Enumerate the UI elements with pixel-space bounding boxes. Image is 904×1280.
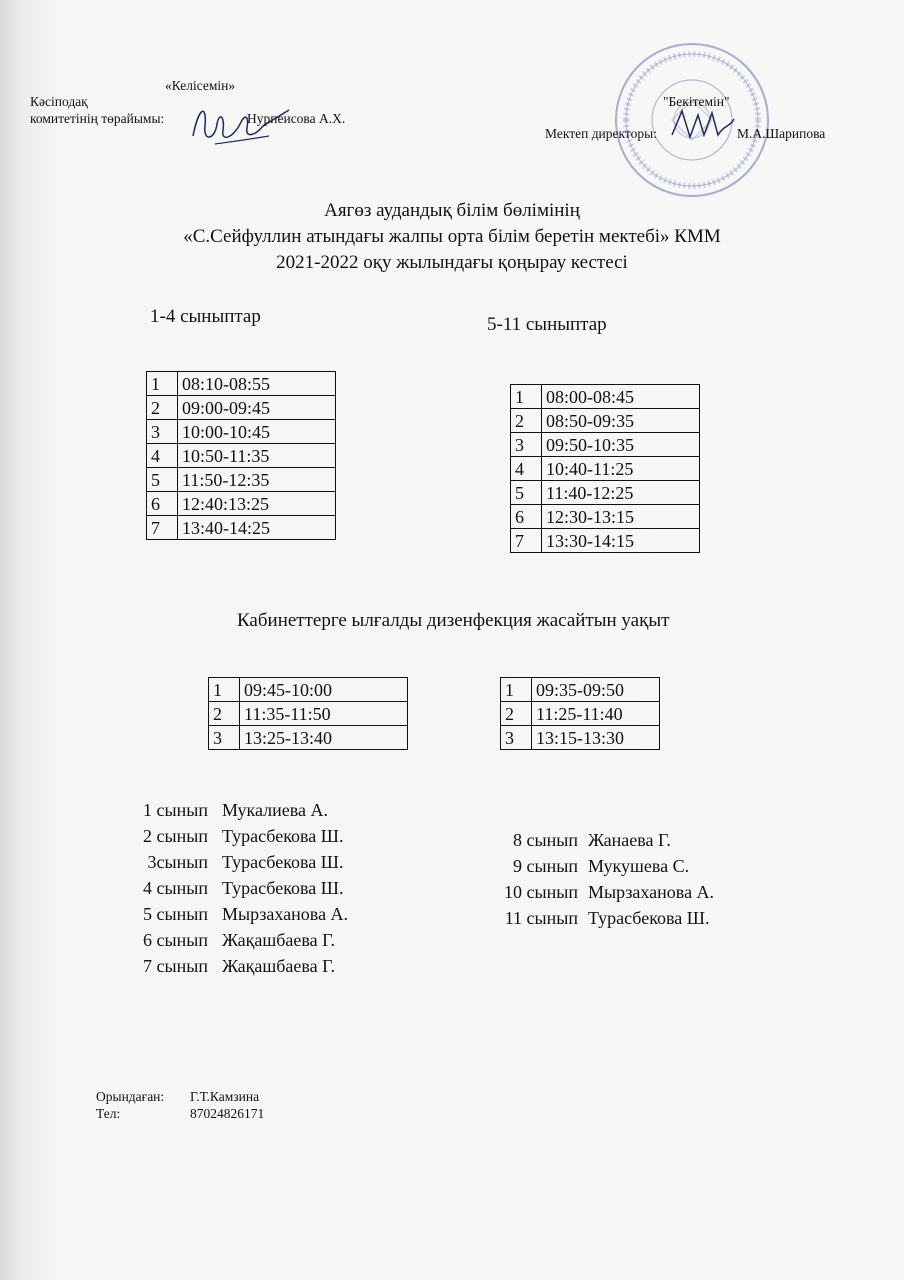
- lesson-time: 08:00-08:45: [542, 385, 700, 409]
- bell-table-5-11: [510, 384, 700, 553]
- row-time: 09:35-09:50: [532, 678, 660, 702]
- union-chair-name: Нурпеисова А.Х.: [247, 111, 346, 126]
- teacher-name: Жақашбаева Г.: [222, 956, 336, 976]
- phone-label: Тел:: [96, 1106, 121, 1121]
- row-time: 11:35-11:50: [240, 702, 408, 726]
- list-item: [108, 901, 348, 927]
- table-row: [147, 492, 336, 516]
- lesson-time: 10:50-11:35: [178, 444, 336, 468]
- union-chair-label: комитетінің төрайымы:: [30, 111, 165, 126]
- lesson-number: 4: [511, 457, 542, 481]
- teacher-name: Турасбекова Ш.: [222, 852, 344, 872]
- row-number: 1: [501, 678, 532, 702]
- bell-table-1-4: [146, 371, 336, 540]
- lesson-number: 7: [511, 529, 542, 553]
- table-row: [147, 396, 336, 420]
- class-label: 3сынып: [147, 852, 208, 872]
- heading-1-4: 1-4 сыныптар: [150, 306, 261, 327]
- teacher-name: Жанаева Г.: [588, 830, 671, 850]
- director-name: М.А.Шарипова: [737, 126, 826, 141]
- list-item: [108, 823, 348, 849]
- lesson-time: 09:50-10:35: [542, 433, 700, 457]
- list-item: [480, 879, 714, 905]
- class-label: 4 сынып: [143, 878, 208, 898]
- lesson-time: 08:10-08:55: [178, 372, 336, 396]
- done-by-name: Г.Т.Камзина: [190, 1089, 260, 1104]
- table-row: [511, 385, 700, 409]
- lesson-time: 11:50-12:35: [178, 468, 336, 492]
- lesson-number: 5: [147, 468, 178, 492]
- table-row: [511, 481, 700, 505]
- lesson-time: 13:30-14:15: [542, 529, 700, 553]
- teacher-name: Мукушева С.: [588, 856, 690, 876]
- lesson-number: 6: [511, 505, 542, 529]
- row-time: 09:45-10:00: [240, 678, 408, 702]
- row-number: 3: [501, 726, 532, 750]
- row-time: 13:25-13:40: [240, 726, 408, 750]
- director-signature: [668, 105, 738, 145]
- table-row: [147, 516, 336, 540]
- class-label: 10 сынып: [504, 882, 578, 902]
- table-row: [501, 702, 660, 726]
- table-row: [511, 433, 700, 457]
- table-row: [511, 529, 700, 553]
- teacher-name: Мырзаханова А.: [588, 882, 715, 902]
- table-row: [147, 468, 336, 492]
- table-row: [511, 457, 700, 481]
- class-label: 5 сынып: [143, 904, 208, 924]
- teacher-name: Мырзаханова А.: [222, 904, 349, 924]
- list-item: [480, 827, 714, 853]
- table-row: [501, 726, 660, 750]
- lesson-number: 6: [147, 492, 178, 516]
- class-label: 8 сынып: [513, 830, 578, 850]
- list-item: [480, 905, 714, 931]
- table-row: [511, 505, 700, 529]
- lesson-time: 11:40-12:25: [542, 481, 700, 505]
- lesson-number: 4: [147, 444, 178, 468]
- lesson-time: 10:00-10:45: [178, 420, 336, 444]
- lesson-number: 5: [511, 481, 542, 505]
- table-row: [147, 444, 336, 468]
- lesson-time: 12:30-13:15: [542, 505, 700, 529]
- teacher-name: Мукалиева А.: [222, 800, 329, 820]
- table-row: [511, 409, 700, 433]
- disinfection-heading: Кабинеттерге ылғалды дизенфекция жасайтын уақыт: [237, 610, 670, 631]
- list-item: [108, 875, 348, 901]
- agree-label: «Келісемін»: [165, 78, 236, 93]
- lesson-number: 3: [147, 420, 178, 444]
- class-label: 6 сынып: [143, 930, 208, 950]
- class-label: 2 сынып: [143, 826, 208, 846]
- title-line-3: 2021-2022 оқу жылындағы қоңырау кестесі: [276, 252, 628, 273]
- done-by-label: Орындаған:: [96, 1089, 165, 1104]
- list-item: [480, 853, 714, 879]
- lesson-number: 1: [511, 385, 542, 409]
- class-label: 9 сынып: [513, 856, 578, 876]
- table-row: [501, 678, 660, 702]
- lesson-number: 1: [147, 372, 178, 396]
- lesson-time: 12:40:13:25: [178, 492, 336, 516]
- class-label: 7 сынып: [143, 956, 208, 976]
- teacher-name: Турасбекова Ш.: [222, 826, 344, 846]
- list-item: [108, 927, 348, 953]
- lesson-time: 09:00-09:45: [178, 396, 336, 420]
- heading-5-11: 5-11 сыныптар: [487, 314, 607, 335]
- lesson-number: 7: [147, 516, 178, 540]
- disinfection-table-left: [208, 677, 408, 750]
- table-row: [147, 420, 336, 444]
- union-label: Кәсіподақ: [30, 94, 88, 109]
- teacher-name: Жақашбаева Г.: [222, 930, 336, 950]
- class-label: 11 сынып: [504, 908, 578, 928]
- lesson-number: 2: [147, 396, 178, 420]
- row-number: 3: [209, 726, 240, 750]
- teacher-name: Турасбекова Ш.: [222, 878, 344, 898]
- class-teachers-right: [480, 827, 714, 931]
- phone-number: 87024826171: [190, 1106, 265, 1121]
- lesson-number: 3: [511, 433, 542, 457]
- title-line-1: Аягөз аудандық білім бөлімінің: [324, 200, 580, 221]
- lesson-time: 08:50-09:35: [542, 409, 700, 433]
- row-time: 11:25-11:40: [532, 702, 660, 726]
- table-row: [209, 726, 408, 750]
- list-item: [108, 797, 348, 823]
- teacher-name: Турасбекова Ш.: [588, 908, 710, 928]
- table-row: [147, 372, 336, 396]
- row-number: 1: [209, 678, 240, 702]
- director-label: Мектеп директоры:: [545, 126, 657, 141]
- row-time: 13:15-13:30: [532, 726, 660, 750]
- approve-label: "Бекітемін": [663, 94, 730, 109]
- disinfection-table-right: [500, 677, 660, 750]
- class-teachers-left: [108, 797, 348, 979]
- lesson-number: 2: [511, 409, 542, 433]
- row-number: 2: [209, 702, 240, 726]
- table-row: [209, 702, 408, 726]
- class-label: 1 сынып: [143, 800, 208, 820]
- list-item: [108, 849, 348, 875]
- row-number: 2: [501, 702, 532, 726]
- table-row: [209, 678, 408, 702]
- lesson-time: 13:40-14:25: [178, 516, 336, 540]
- lesson-time: 10:40-11:25: [542, 457, 700, 481]
- title-line-2: «С.Сейфуллин атындағы жалпы орта білім беретін мектебі» КММ: [183, 226, 721, 247]
- list-item: [108, 953, 348, 979]
